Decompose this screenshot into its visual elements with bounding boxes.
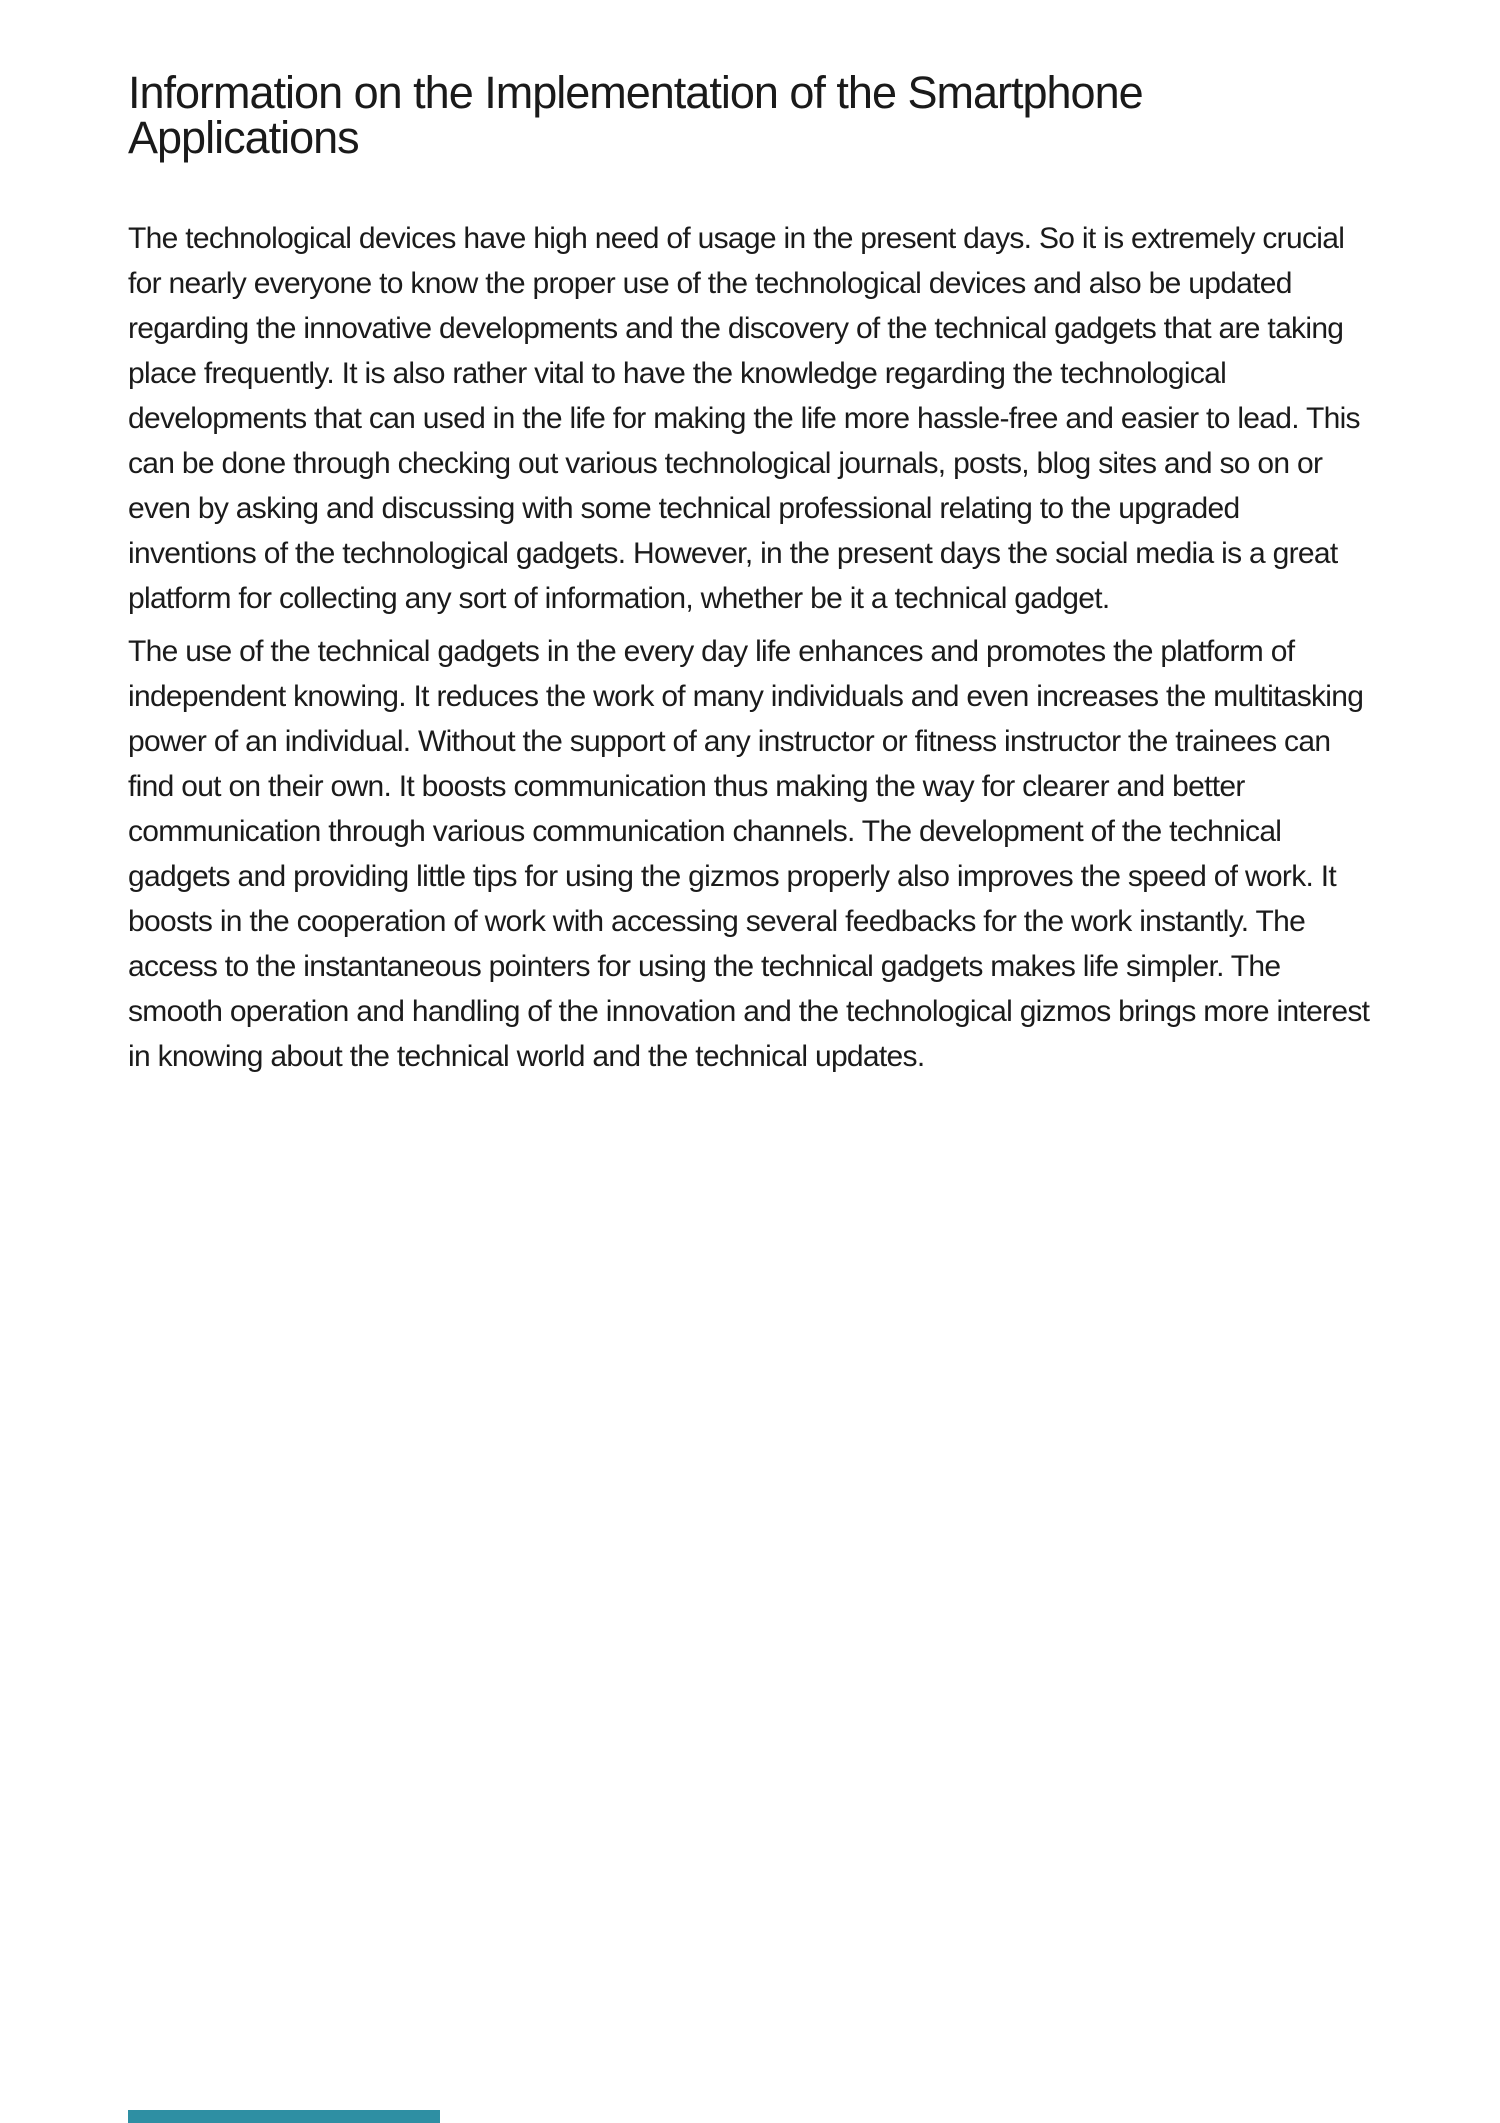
paragraph-1: The technological devices have high need of usage in the present days. So it is extremely crucial for nearly everyone to know the proper use of the technological devices and also be updated regarding the innovative developments and the discovery of the technical gadgets that are taking place frequently. It is also rather vital to have the knowledge regarding the technological developments that can used in the life for making the life more hassle-free and easier to lead. This can be done through checking out various technological journals, posts, blog sites and so on or even by asking and discussing with some technical professional relating to the upgraded inventions of the technological gadgets. However, in the present days the social media is a great platform for collecting any sort of information, whether be it a technical gadget. [128, 222, 1360, 615]
paragraph-2: The use of the technical gadgets in the every day life enhances and promotes the platform of independent knowing. It reduces the work of many individuals and even increases the multitasking power of an individual. Without the support of any instructor or fitness instructor the trainees can find out on their own. It boosts communication thus making the way for clearer and better communication through various communication channels. The development of the technical gadgets and providing little tips for using the gizmos properly also improves the speed of work. It boosts in the cooperation of work with accessing several feedbacks for the work instantly. The access to the instantaneous pointers for using the technical gadgets makes life simpler. The smooth operation and handling of the innovation and the technological gizmos brings more interest in knowing about the technical world and the technical updates. [128, 635, 1370, 1073]
footer-accent-bar [128, 2110, 440, 2123]
page-title: Information on the Implementation of the Smartphone Applications [128, 67, 1143, 163]
article-body [128, 216, 1372, 1079]
